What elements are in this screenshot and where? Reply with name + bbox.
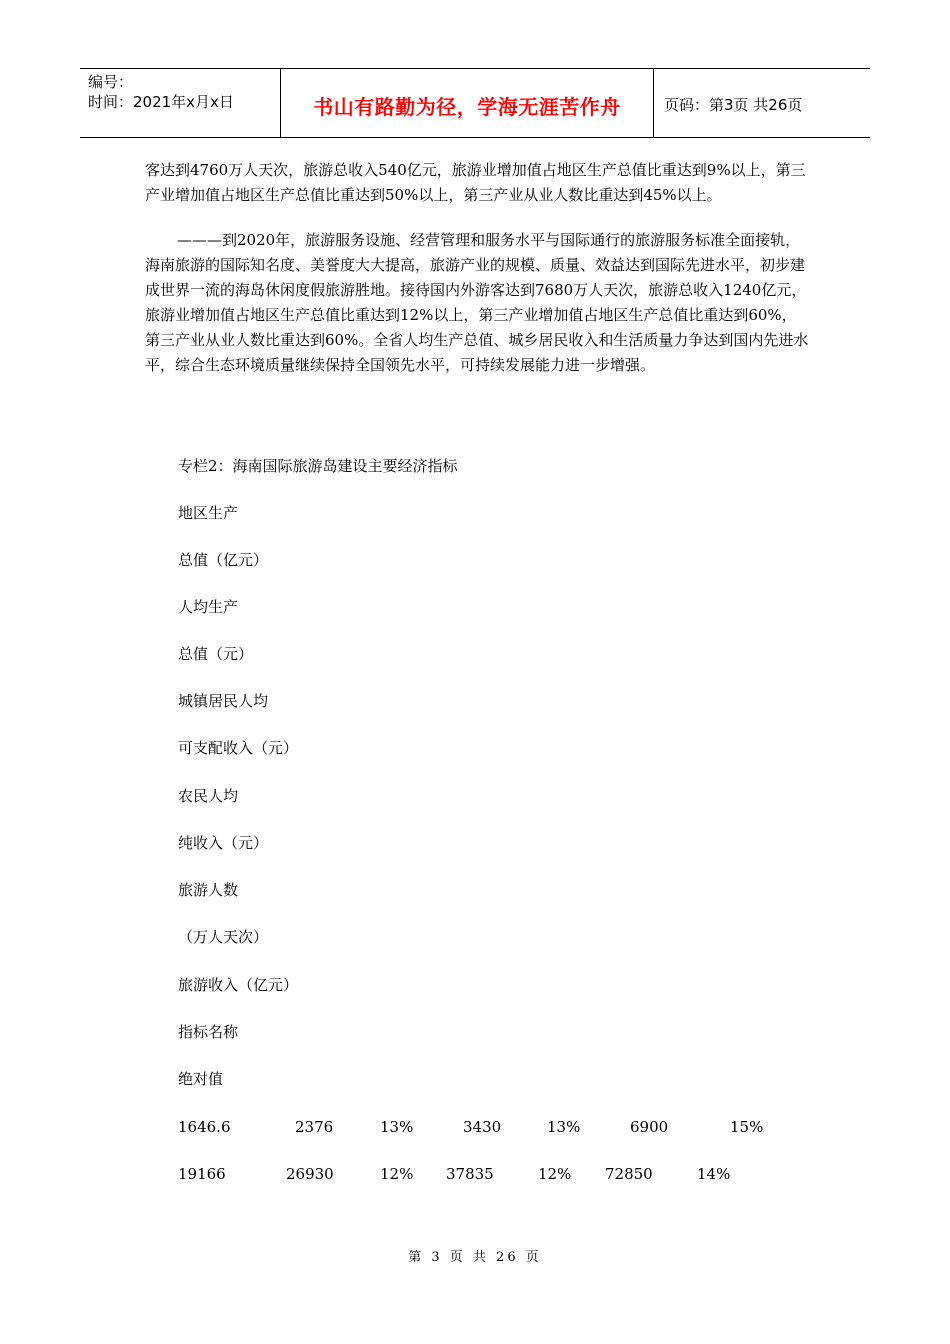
column-title: 专栏2：海南国际旅游岛建设主要经济指标 [178, 457, 458, 475]
table-cell: 13% [547, 1118, 581, 1136]
label-line: 纯收入（元） [178, 834, 269, 852]
page-footer: 第 3 页 共 26 页 [408, 1250, 542, 1265]
label-line: 地区生产 [178, 504, 239, 522]
header-page-label: 页码：第3页 共26页 [664, 96, 803, 114]
paragraph-1: 客达到4760万人天次，旅游总收入540亿元，旅游业增加值占地区生产总值比重达到9%以上，第三产业增加值占地区生产总值比重达到50%以上，第三产业从业人数比重达到45%以上。 [145, 161, 806, 204]
label-line: （万人天次） [178, 928, 269, 946]
body-text [145, 158, 810, 378]
label-line: 可支配收入（元） [178, 739, 299, 757]
table-row [178, 1164, 798, 1184]
table-cell: 19166 [178, 1165, 226, 1183]
label-line: 指标名称 [178, 1023, 239, 1041]
label-line: 城镇居民人均 [178, 692, 269, 710]
table-cell: 37835 [446, 1165, 494, 1183]
table-row [178, 1117, 798, 1137]
table-cell: 1646.6 [178, 1118, 231, 1136]
table-cell: 6900 [630, 1118, 669, 1136]
table-cell: 13% [380, 1118, 414, 1136]
label-line: 总值（元） [178, 645, 254, 663]
label-line: 总值（亿元） [178, 551, 269, 569]
table-cell: 15% [730, 1118, 764, 1136]
header-motto: 书山有路勤为径，学海无涯苦作舟 [281, 69, 654, 137]
table-cell: 14% [697, 1165, 731, 1183]
table-cell: 26930 [286, 1165, 334, 1183]
table-cell: 12% [538, 1165, 572, 1183]
header-meta [80, 69, 281, 137]
page-header [80, 68, 870, 138]
label-line: 人均生产 [178, 598, 239, 616]
paragraph-2: ———到2020年，旅游服务设施、经营管理和服务水平与国际通行的旅游服务标准全面接轨，海南旅游的国际知名度、美誉度大大提高，旅游产业的规模、质量、效益达到国际先进水平，初步建成世界一流的海岛休闲度假旅游胜地。接待国内外游客达到7680万人天次，旅游总收入1240亿元，旅游业增加值占地区生产总值比重达到12%以上，第三产业增加值占地区生产总值比重达到60%，第三产业从业人数比重达到60%。全省人均生产总值、城乡居民收入和生活质量力争达到国内先进水平，综合生态环境质量继续保持全国领先水平，可持续发展能力进一步增强。 [145, 231, 809, 374]
number-label: 编号： [88, 73, 134, 91]
table-cell: 72850 [605, 1165, 653, 1183]
date-label: 时间：2021年x月x日 [88, 93, 234, 111]
table-cell: 3430 [463, 1118, 502, 1136]
label-line: 旅游收入（亿元） [178, 976, 299, 994]
table-cell: 2376 [295, 1118, 334, 1136]
table-cell: 12% [380, 1165, 414, 1183]
label-line: 旅游人数 [178, 881, 239, 899]
label-line: 绝对值 [178, 1070, 224, 1088]
label-line: 农民人均 [178, 787, 239, 805]
